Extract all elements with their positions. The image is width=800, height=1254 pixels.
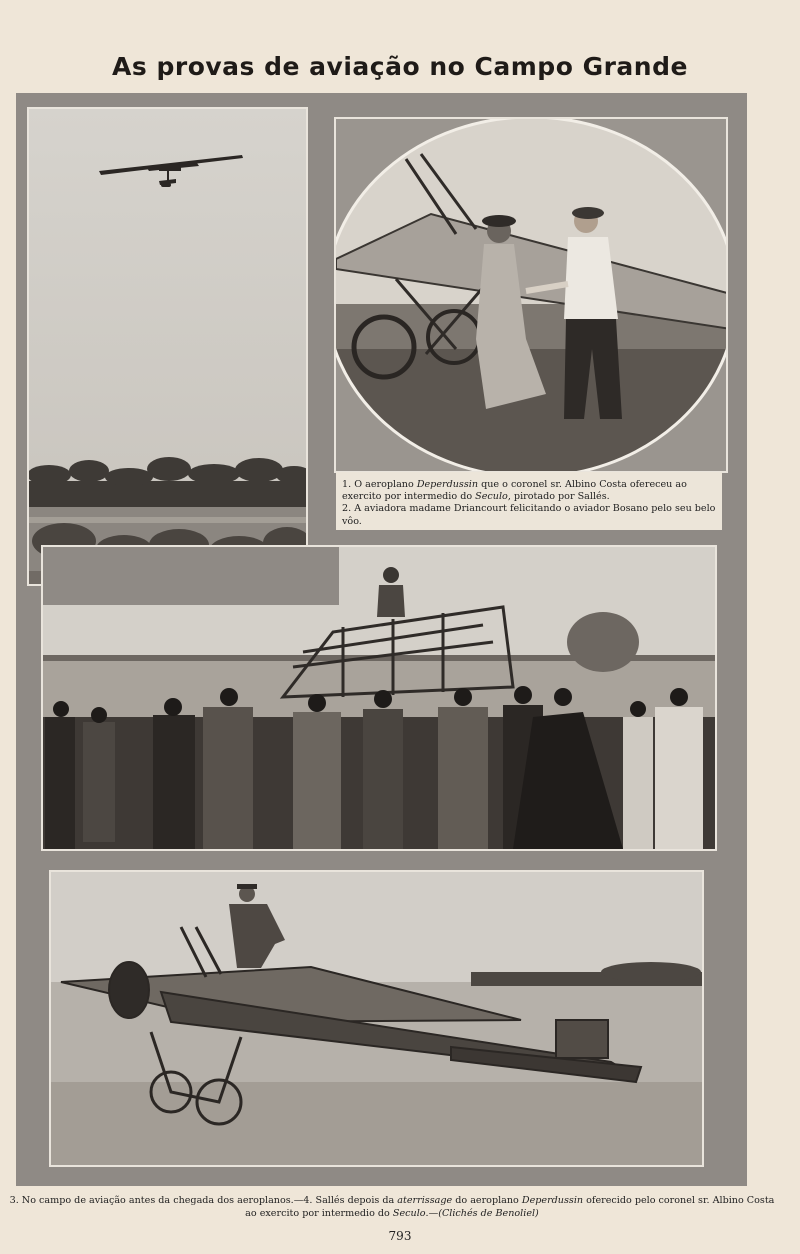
page-title: As provas de aviação no Campo Grande: [112, 52, 688, 81]
caption-3-4-credit: (Clichés de Benoliel): [438, 1207, 539, 1219]
caption-3-4-text-2: do aeroplano: [452, 1195, 522, 1206]
caption-item-2: 2. A aviadora madame Driancourt felicitando o aviador Bosano pelo seu belo vôo.: [342, 503, 716, 527]
caption-photos-3-4: [6, 1195, 778, 1220]
caption-3-4-em-3: Seculo: [392, 1207, 426, 1219]
page-number: 793: [388, 1229, 412, 1243]
caption-3-4-text-3: oferecido pelo coronel sr. Albino Costa ao exercito por intermedio do: [245, 1195, 775, 1219]
caption-1-em: Deperdussin: [416, 479, 479, 490]
caption-3-4-em-1: aterrissage: [397, 1195, 453, 1206]
caption-1-em-2: Seculo: [475, 491, 508, 503]
caption-item-1: [342, 479, 716, 503]
photo-aeroplane-in-flight: [27, 107, 308, 586]
caption-3-4-em-2: Deperdussin: [521, 1195, 584, 1206]
photo-crowd-airfield: [41, 545, 717, 851]
photo-deperdussin-aeroplane: [49, 870, 704, 1167]
caption-photos-1-2: [336, 472, 722, 530]
crowd: [43, 705, 715, 849]
caption-1-text: 1. O aeroplano: [342, 479, 417, 490]
photo-aviators-greeting: [334, 117, 728, 473]
caption-3-4-text: 3. No campo de aviação antes da chegada dos aeroplanos.—4. Sallés depois da: [9, 1195, 398, 1206]
caption-1-text-2: que o coronel sr. Albino Costa ofereceu ao exercito por intermedio do: [342, 479, 687, 503]
caption-1-end: , pirotado por Sallés.: [507, 491, 610, 503]
caption-3-4-text-4: .—: [425, 1207, 439, 1219]
